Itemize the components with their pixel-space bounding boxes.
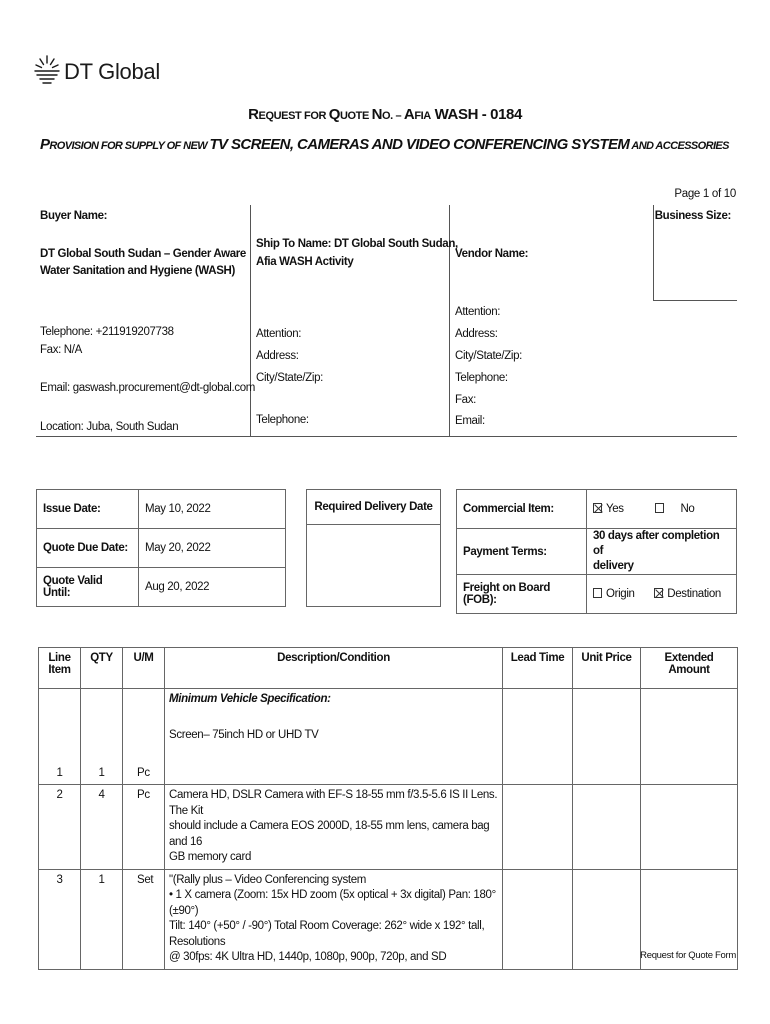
buyer-telephone: Telephone: +211919207738	[40, 326, 174, 338]
ship-to-name-1: Ship To Name: DT Global South Sudan,	[256, 238, 458, 250]
quote-due-date-label: Quote Due Date:	[37, 529, 139, 568]
business-size-label: Business Size:	[654, 210, 731, 222]
sunrise-rays-logo-icon	[34, 52, 60, 92]
origin-option: Origin	[606, 588, 635, 600]
header-description: Description/Condition	[165, 648, 503, 689]
ship-to-address: Address:	[256, 350, 299, 362]
ship-to-telephone: Telephone:	[256, 414, 309, 426]
empty-box-icon[interactable]	[593, 588, 602, 598]
row3-qty: 1	[81, 869, 123, 969]
terms-table	[456, 489, 737, 614]
row2-qty: 4	[81, 785, 123, 870]
checked-box-icon[interactable]	[654, 588, 663, 598]
row2-extended[interactable]	[641, 785, 738, 870]
required-delivery-date-value[interactable]	[307, 525, 441, 607]
dt-global-logo	[34, 50, 160, 94]
row1-line: 1	[39, 689, 81, 785]
header-line-item: Line Item	[39, 648, 81, 689]
vendor-email: Email:	[455, 415, 485, 427]
quote-valid-until-label: Quote Valid Until:	[37, 568, 139, 607]
checked-box-icon[interactable]	[593, 503, 602, 513]
destination-option: Destination	[667, 588, 721, 600]
buyer-location: Location: Juba, South Sudan	[40, 421, 179, 433]
page-number: Page 1 of 10	[674, 188, 736, 200]
header-um: U/M	[123, 648, 165, 689]
row2-description: Camera HD, DSLR Camera with EF-S 18-55 mm f/3.5-5.6 IS II Lens. The Kit should include a Camera EOS 2000D, 18-55 mm lens, camera bag and 16 GB memory card	[165, 785, 503, 870]
vendor-telephone: Telephone:	[455, 372, 508, 384]
row2-um: Pc	[123, 785, 165, 870]
rfq-subtitle: PROVISION FOR SUPPLY OF NEW TV SCREEN, CAMERAS AND VIDEO CONFERENCING SYSTEM AND ACCESSORIES	[40, 136, 729, 153]
dates-table	[36, 489, 286, 607]
buyer-label: Buyer Name:	[40, 210, 108, 222]
header-qty: QTY	[81, 648, 123, 689]
spec-heading: Minimum Vehicle Specification:	[169, 693, 331, 705]
ship-to-name-2: Afia WASH Activity	[256, 256, 354, 268]
party-info-block	[36, 205, 737, 437]
row1-qty: 1	[81, 689, 123, 785]
yes-option: Yes	[606, 503, 624, 515]
payment-terms-value: 30 days after completion of delivery	[587, 529, 737, 575]
logo-text: DT Global	[64, 59, 160, 84]
header-extended-amount: Extended Amount	[641, 648, 738, 689]
ship-to-city: City/State/Zip:	[256, 372, 323, 384]
row3-description: "(Rally plus – Video Conferencing system • 1 X camera (Zoom: 15x HD zoom (5x optical + 3x digital) Pan: 180° (±90°) Tilt: 140° (+50° / -90°) Total Room Coverage: 262° wide x 192° tall, Resolutions @ 30fps: 4K Ultra HD, 1440p, 1080p, 900p, 720p, and SD	[165, 869, 503, 969]
header-lead-time: Lead Time	[503, 648, 573, 689]
rfq-title: REQUEST FOR QUOTE NO. – AFIA WASH - 0184	[248, 106, 522, 123]
table-row	[39, 689, 738, 785]
row3-lead-time[interactable]	[503, 869, 573, 969]
fob-label: Freight on Board (FOB):	[457, 575, 587, 614]
row2-unit-price[interactable]	[573, 785, 641, 870]
commercial-item-label: Commercial Item:	[457, 490, 587, 529]
quote-due-date-value: May 20, 2022	[139, 529, 286, 568]
row3-um: Set	[123, 869, 165, 969]
header-unit-price: Unit Price	[573, 648, 641, 689]
ship-to-attention: Attention:	[256, 328, 302, 340]
vendor-name-label: Vendor Name:	[455, 248, 529, 260]
row1-unit-price[interactable]	[573, 689, 641, 785]
required-delivery-date-label: Required Delivery Date	[307, 490, 441, 525]
row3-unit-price[interactable]	[573, 869, 641, 969]
line-items-table	[38, 647, 738, 970]
vendor-fax: Fax:	[455, 394, 476, 406]
fob-options	[587, 575, 737, 614]
no-option: No	[680, 503, 695, 515]
table-row	[39, 785, 738, 870]
row2-lead-time[interactable]	[503, 785, 573, 870]
row1-um: Pc	[123, 689, 165, 785]
table-row	[39, 869, 738, 969]
row2-line: 2	[39, 785, 81, 870]
empty-box-icon[interactable]	[655, 503, 664, 513]
issue-date-value: May 10, 2022	[139, 490, 286, 529]
buyer-name-1: DT Global South Sudan – Gender Aware	[40, 248, 246, 260]
row1-lead-time[interactable]	[503, 689, 573, 785]
buyer-name-2: Water Sanitation and Hygiene (WASH)	[40, 265, 235, 277]
vendor-attention: Attention:	[455, 306, 501, 318]
issue-date-label: Issue Date:	[37, 490, 139, 529]
buyer-email: Email: gaswash.procurement@dt-global.com	[40, 382, 255, 394]
vendor-address: Address:	[455, 328, 498, 340]
row1-extended[interactable]	[641, 689, 738, 785]
row3-line: 3	[39, 869, 81, 969]
payment-terms-label: Payment Terms:	[457, 529, 587, 575]
footer-note: Request for Quote Form	[640, 950, 736, 961]
buyer-fax: Fax: N/A	[40, 344, 82, 356]
vendor-city: City/State/Zip:	[455, 350, 522, 362]
row1-description: Minimum Vehicle Specification: Screen– 75inch HD or UHD TV	[165, 689, 503, 785]
table-header-row	[39, 648, 738, 689]
quote-valid-until-value: Aug 20, 2022	[139, 568, 286, 607]
delivery-date-table	[306, 489, 441, 607]
commercial-item-options	[587, 490, 737, 529]
